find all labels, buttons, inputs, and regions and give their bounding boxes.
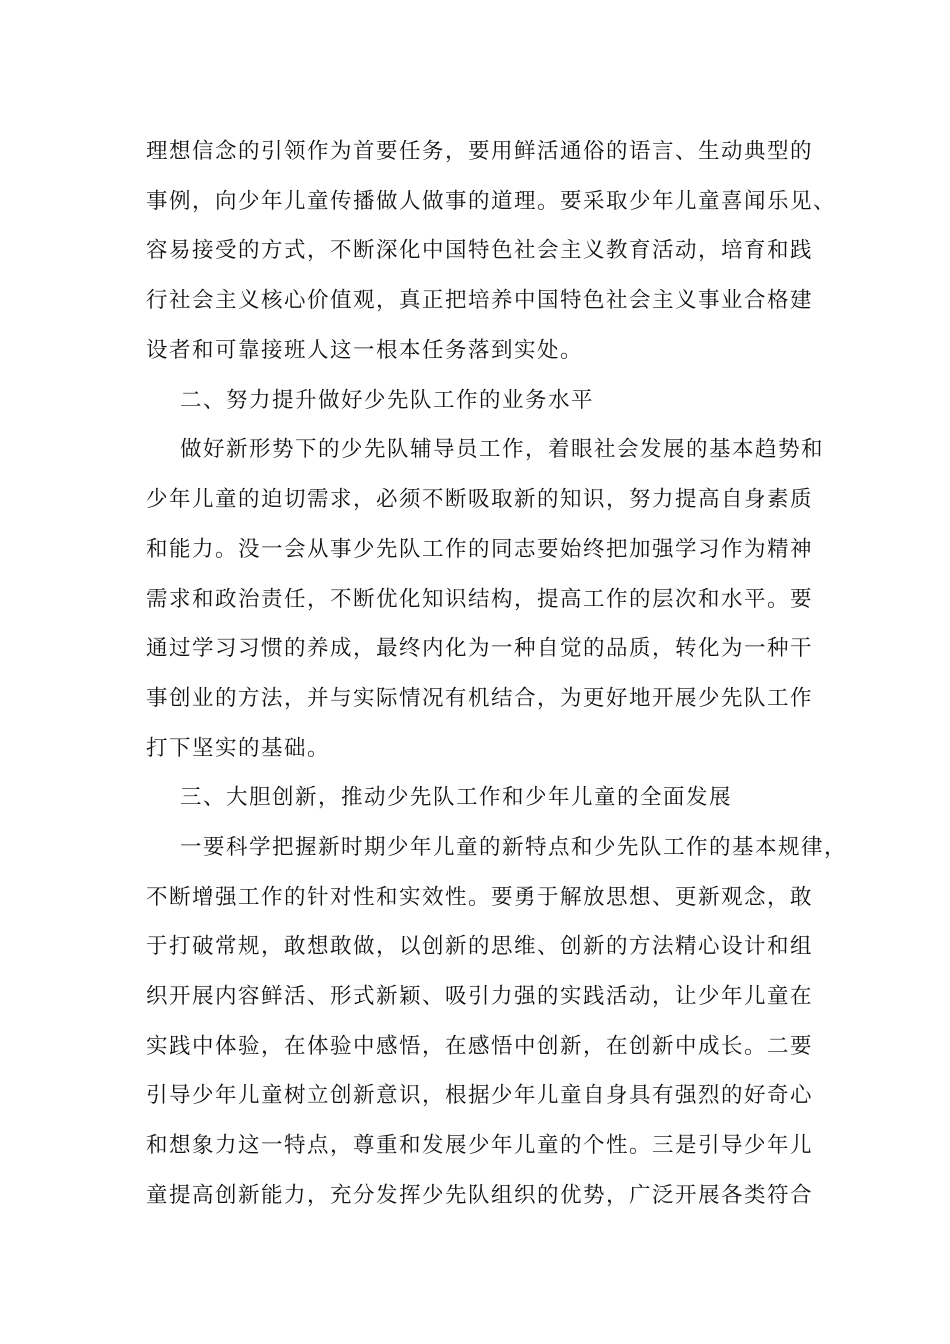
text-line: 打下坚实的基础。 bbox=[146, 736, 331, 761]
text-line: 设者和可靠接班人这一根本任务落到实处。 bbox=[146, 338, 584, 363]
section-heading: 二、努力提升做好少先队工作的业务水平 bbox=[180, 388, 595, 413]
text-line: 做好新形势下的少先队辅导员工作，着眼社会发展的基本趋势和 bbox=[180, 437, 825, 462]
text-line: 通过学习习惯的养成，最终内化为一种自觉的品质，转化为一种干 bbox=[146, 636, 814, 661]
text-line: 理想信念的引领作为首要任务，要用鲜活通俗的语言、生动典型的 bbox=[146, 139, 814, 164]
section-heading: 三、大胆创新，推动少先队工作和少年儿童的全面发展 bbox=[180, 785, 733, 810]
text-line: 引导少年儿童树立创新意识，根据少年儿童自身具有强烈的好奇心 bbox=[146, 1083, 814, 1108]
text-line: 织开展内容鲜活、形式新颖、吸引力强的实践活动，让少年儿童在 bbox=[146, 984, 814, 1009]
text-line: 于打破常规，敢想敢做，以创新的思维、创新的方法精心设计和组 bbox=[146, 934, 814, 959]
text-line: 事创业的方法，并与实际情况有机结合，为更好地开展少先队工作 bbox=[146, 686, 814, 711]
text-line: 童提高创新能力，充分发挥少先队组织的优势，广泛开展各类符合 bbox=[146, 1183, 814, 1208]
text-line: 少年儿童的迫切需求，必须不断吸取新的知识，努力提高自身素质 bbox=[146, 487, 814, 512]
text-line: 容易接受的方式，不断深化中国特色社会主义教育活动，培育和践 bbox=[146, 238, 814, 263]
text-line: 行社会主义核心价值观，真正把培养中国特色社会主义事业合格建 bbox=[146, 288, 814, 313]
text-line: 和想象力这一特点，尊重和发展少年儿童的个性。三是引导少年儿 bbox=[146, 1133, 814, 1158]
text-line: 需求和政治责任，不断优化知识结构，提高工作的层次和水平。要 bbox=[146, 587, 814, 612]
text-line: 一要科学把握新时期少年儿童的新特点和少先队工作的基本规律， bbox=[180, 835, 848, 860]
text-line: 和能力。没一会从事少先队工作的同志要始终把加强学习作为精神 bbox=[146, 537, 814, 562]
text-line: 实践中体验，在体验中感悟，在感悟中创新，在创新中成长。二要 bbox=[146, 1034, 814, 1059]
text-line: 不断增强工作的针对性和实效性。要勇于解放思想、更新观念，敢 bbox=[146, 885, 814, 910]
text-line: 事例，向少年儿童传播做人做事的道理。要采取少年儿童喜闻乐见、 bbox=[146, 189, 837, 214]
